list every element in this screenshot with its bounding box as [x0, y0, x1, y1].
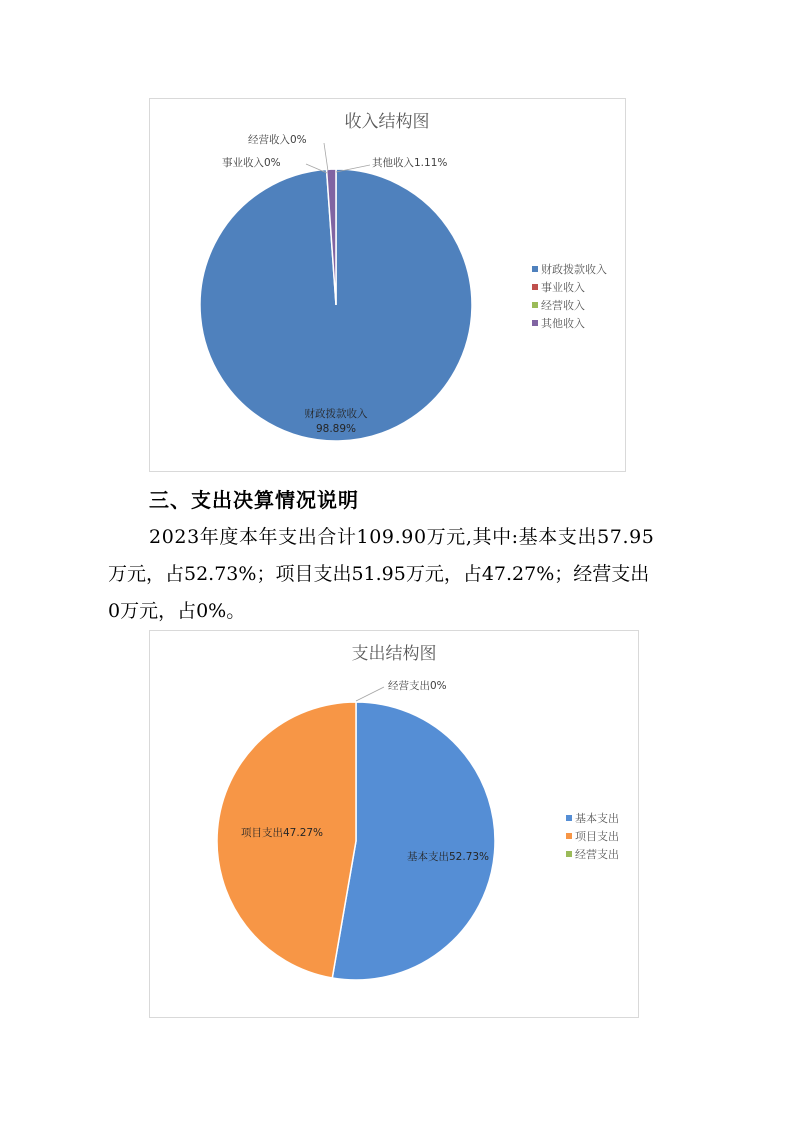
- legend-swatch-basic: [566, 815, 572, 821]
- legend-item-fiscal: 财政拨款收入: [541, 263, 607, 276]
- expense-chart-frame: [149, 630, 639, 1018]
- legend-swatch-career: [532, 284, 538, 290]
- income-label-career: 事业收入0%: [222, 157, 281, 169]
- legend-item-basic: 基本支出: [575, 812, 619, 825]
- leader-line-business-income: [324, 143, 328, 171]
- section-heading: 三、支出决算情况说明: [149, 488, 359, 512]
- expense-label-business: 经营支出0%: [388, 680, 447, 692]
- legend-item-business: 经营收入: [541, 299, 585, 312]
- income-label-fiscal-name: 财政拨款收入: [304, 408, 368, 420]
- paragraph-line: 万元，占52.73%；项目支出51.95万元，占47.27%；经营支出: [108, 563, 650, 585]
- paragraph-line: 0万元，占0%。: [108, 600, 246, 622]
- legend-item-career: 事业收入: [541, 281, 585, 294]
- expense-pie-chart: [150, 631, 638, 1017]
- income-chart-frame: [149, 98, 626, 472]
- income-pie-chart: [150, 99, 625, 471]
- legend-swatch-project: [566, 833, 572, 839]
- expense-slice-1: [217, 702, 356, 978]
- expense-chart-title: 支出结构图: [351, 644, 437, 664]
- paragraph-line: 2023年度本年支出合计109.90万元,其中:基本支出57.95: [149, 526, 655, 548]
- expense-legend: [566, 811, 619, 861]
- income-label-business: 经营收入0%: [248, 134, 307, 146]
- expense-label-project: 项目支出47.27%: [241, 827, 324, 839]
- legend-swatch-other: [532, 320, 538, 326]
- legend-item-project: 项目支出: [575, 830, 619, 843]
- legend-swatch-business: [532, 302, 538, 308]
- income-label-other: 其他收入1.11%: [372, 157, 448, 169]
- legend-swatch-fiscal: [532, 266, 538, 272]
- legend-item-business: 经营支出: [575, 848, 619, 861]
- income-chart-title: 收入结构图: [344, 112, 430, 132]
- income-label-fiscal-value: 98.89%: [315, 423, 357, 435]
- leader-line-business-expense: [356, 687, 384, 701]
- legend-item-other: 其他收入: [541, 317, 585, 330]
- expense-label-basic: 基本支出52.73%: [407, 851, 490, 863]
- income-legend: [532, 262, 607, 330]
- legend-swatch-business: [566, 851, 572, 857]
